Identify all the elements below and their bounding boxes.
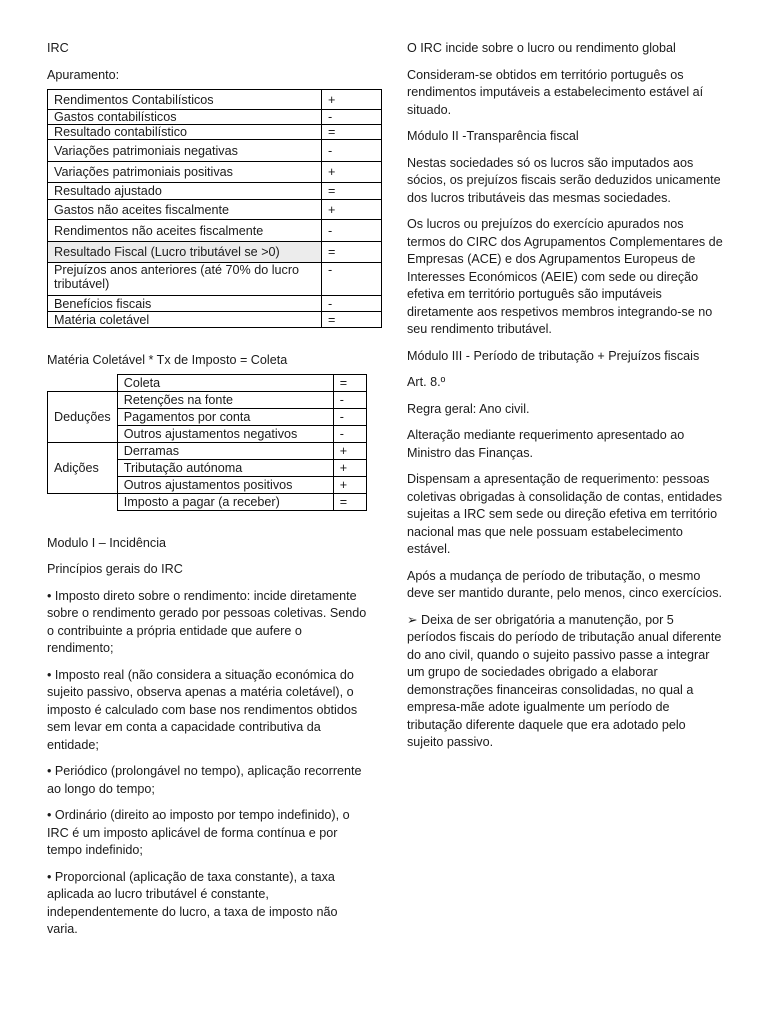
paragraph: Nestas sociedades só os lucros são imputados aos sócios, os prejuízos fiscais serão deduzidos unicamente dos lucros tributáveis das mesmas sociedades. (407, 155, 721, 205)
row-sign: = (322, 312, 382, 328)
table-row (48, 200, 382, 220)
row-label: Resultado contabilístico (48, 125, 322, 140)
row-sign: + (333, 459, 366, 476)
row-label: Gastos não aceites fiscalmente (48, 200, 322, 220)
coleta-label: Coleta (117, 374, 333, 391)
bullet-item: • Ordinário (direito ao imposto por tempo indefinido), o IRC é um imposto aplicável de forma contínua e por tempo indefinido; (47, 808, 350, 857)
deducoes-group-label: Deduções (48, 391, 118, 442)
row-sign: + (322, 90, 382, 110)
row-label: Prejuízos anos anteriores (até 70% do lucro tributável) (48, 263, 322, 296)
paragraph: Dispensam a apresentação de requerimento: pessoas coletivas obrigadas à consolidação de contas, entidades sujeitas a IRC sem sede ou direção efetiva em território nacional mas que nele possuam estabelecimento estável. (407, 472, 723, 556)
row-sign: - (322, 140, 382, 162)
table-row (48, 442, 367, 459)
paragraph: Alteração mediante requerimento apresentado ao Ministro das Finanças. (407, 428, 685, 460)
apuramento-label: Apuramento: (47, 67, 120, 82)
row-label: Pagamentos por conta (117, 408, 333, 425)
row-label: Outros ajustamentos positivos (117, 476, 333, 493)
paragraph: Consideram-se obtidos em território português os rendimentos imputáveis a estabelecimento estável aí situado. (407, 67, 704, 117)
row-sign: - (333, 391, 366, 408)
row-sign: = (322, 183, 382, 200)
bullet-item: • Proporcional (aplicação de taxa constante), a taxa aplicada ao lucro tributável é constante, independentemente do lucro, a taxa de imposto não varia. (47, 869, 338, 936)
table-row (48, 183, 382, 200)
bullet-item: • Imposto direto sobre o rendimento: incide diretamente sobre o rendimento gerado por pessoas coletivas. Sendo o contribuinte a própria entidade que aufere o rendimento; (47, 588, 367, 655)
table-row (48, 220, 382, 242)
article-ref: Art. 8.º (407, 375, 446, 389)
paragraph: Após a mudança de período de tributação, o mesmo deve ser mantido durante, pelo menos, cinco exercícios. (407, 568, 723, 600)
table-row (48, 374, 367, 391)
adicoes-group-label: Adições (48, 442, 118, 493)
paragraph: Regra geral: Ano civil. (407, 401, 530, 416)
row-sign: - (322, 296, 382, 312)
row-sign: - (322, 220, 382, 242)
row-label: Resultado Fiscal (Lucro tributável se >0) (48, 242, 322, 263)
bullet-item: • Imposto real (não considera a situação económica do sujeito passivo, observa apenas a matéria coletável), o imposto é calculado com base nos rendimentos obtidos sem levar em conta a capacidade contributiva da entidade; (47, 667, 358, 752)
coleta-table (47, 374, 367, 511)
bullet-item: • Periódico (prolongável no tempo), aplicação recorrente ao longo do tempo; (47, 764, 362, 796)
row-sign: - (333, 425, 366, 442)
table-row (48, 140, 382, 162)
table-row (48, 125, 382, 140)
row-label: Gastos contabilísticos (48, 110, 322, 125)
row-sign: - (322, 110, 382, 125)
coleta-formula: Matéria Coletável * Tx de Imposto = Coleta (47, 353, 288, 367)
row-sign: - (333, 408, 366, 425)
paragraph: Os lucros ou prejuízos do exercício apurados nos termos do CIRC dos Agrupamentos Complementares de Empresas (ACE) e dos Agrupamentos Europeus de Interesses Económicos (AEIE) com sede ou direção efetiva em território português são imputáveis diretamente aos respetivos membros integrando-se no seu rendimento tributável. (407, 217, 723, 336)
table-row (48, 296, 382, 312)
modulo-1-heading: Modulo I – Incidência (47, 535, 167, 550)
row-label: Variações patrimoniais positivas (48, 162, 322, 183)
right-column (407, 40, 725, 761)
arrow-note: ➢ Deixa de ser obrigatória a manutenção, por 5 períodos fiscais do período de tributação anual diferente do ano civil, quando o sujeito passivo passe a integrar um grupo de sociedades obrigado a elaborar demonstrações financeiras consolidadas, no qual a empresa-mãe adote igualmente um período de tributação diferente daquele que era adotado pelo sujeito passivo. (407, 612, 722, 749)
total-label: Imposto a pagar (a receber) (117, 493, 333, 510)
row-label: Matéria coletável (48, 312, 322, 328)
modulo-3-heading: Módulo III - Período de tributação + Prejuízos fiscais (407, 348, 700, 363)
modulo-2-heading: Módulo II -Transparência fiscal (407, 129, 579, 143)
row-sign: = (322, 125, 382, 140)
table-row (48, 242, 382, 263)
row-label: Tributação autónoma (117, 459, 333, 476)
row-sign: + (333, 442, 366, 459)
table-row (48, 493, 367, 510)
row-label: Resultado ajustado (48, 183, 322, 200)
row-label: Retenções na fonte (117, 391, 333, 408)
row-sign: = (333, 374, 366, 391)
table-row (48, 90, 382, 110)
table-row (48, 391, 367, 408)
left-column (47, 40, 367, 948)
table-row (48, 110, 382, 125)
row-sign: = (322, 242, 382, 263)
row-sign: + (333, 476, 366, 493)
row-label: Derramas (117, 442, 333, 459)
row-label: Benefícios fiscais (48, 296, 322, 312)
principios-heading: Princípios gerais do IRC (47, 562, 183, 576)
row-label: Rendimentos não aceites fiscalmente (48, 220, 322, 242)
row-label: Rendimentos Contabilísticos (48, 90, 322, 110)
row-sign: + (322, 200, 382, 220)
apuramento-table (47, 89, 382, 328)
table-row (48, 162, 382, 183)
row-label: Variações patrimoniais negativas (48, 140, 322, 162)
paragraph: O IRC incide sobre o lucro ou rendimento global (407, 41, 676, 55)
table-row (48, 263, 382, 296)
row-sign: = (333, 493, 366, 510)
table-row (48, 312, 382, 328)
row-sign: - (322, 263, 382, 296)
row-sign: + (322, 162, 382, 183)
doc-title: IRC (47, 41, 69, 55)
row-label: Outros ajustamentos negativos (117, 425, 333, 442)
